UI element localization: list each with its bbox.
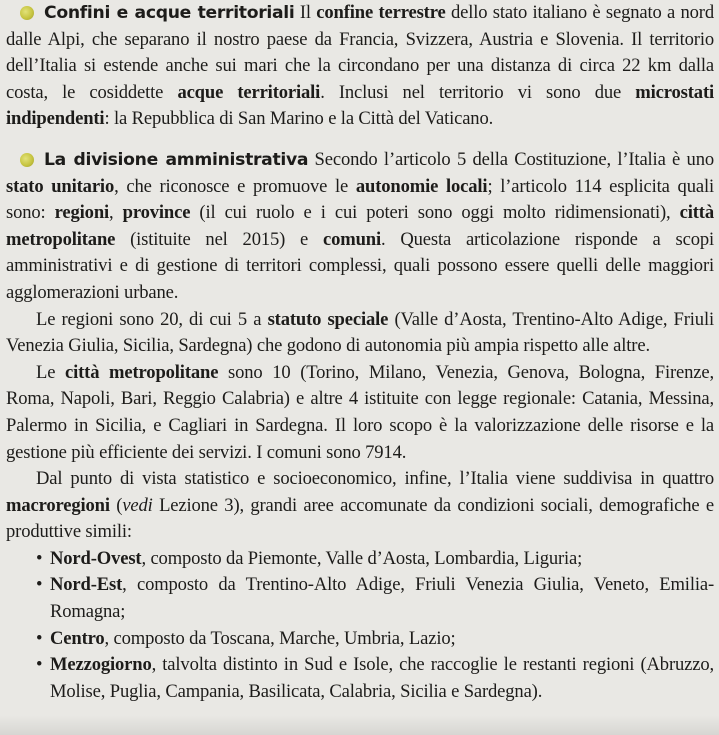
bullet-icon: •	[36, 574, 43, 596]
paragraph-macroregioni: Dal punto di vista statistico e socioeconomico, infine, l’Italia viene suddivisa in quattro macroregioni (vedi Lezione 3), grandi aree accomunate da condizioni sociali, demografiche e produttive simili:	[6, 468, 715, 543]
section-confini	[6, 0, 714, 133]
paragraph-citta-metropolitane: Le città metropolitane sono 10 (Torino, Milano, Venezia, Genova, Bologna, Firenze, Roma, Napoli, Bari, Reggio Calabria) e altre 4 istituite con legge regionale: Catania, Messina, Palermo in Sicilia, e Cagliari in Sardegna. Il loro scopo è la valorizzazione delle risorse e la gestione più efficiente dei servizi. I comuni sono 7914.	[6, 361, 714, 463]
bullet-icon: •	[36, 654, 43, 676]
paragraph-divisione: La divisione amministrativa Secondo l’articolo 5 della Costituzione, l’Italia è uno stato unitario, che riconosce e promuove le autonomie locali; l’articolo 114 esplicita quali sono: regioni, province (il cui ruolo e i cui poteri sono oggi molto ridimensionati), città metropolitane (istituite nel 2015) e comuni. Questa articolazione risponde a scopi amministrativi e di gestione di territori complessi, quali possono essere quelli delle maggiori agglomerazioni urbane.	[6, 148, 714, 303]
list-item: • Centro, composto da Toscana, Marche, Umbria, Lazio;	[6, 626, 714, 653]
section-gap	[6, 133, 714, 147]
section-divisione	[6, 147, 714, 705]
textbook-page	[6, 0, 714, 705]
paragraph-confini: Confini e acque territoriali Il confine terrestre dello stato italiano è segnato a nord dalle Alpi, che separano il nostro paese da Francia, Svizzera, Austria e Slovenia. Il territorio dell’Italia si estende anche sui mari che la circondano per una distanza di circa 22 km dalla costa, le cosiddette acque territoriali. Inclusi nel territorio vi sono due microstati indipendenti: la Repubblica di San Marino e la Città del Vaticano.	[6, 2, 715, 130]
section-bullet-icon	[20, 6, 34, 20]
page-shadow	[0, 715, 719, 735]
list-item: • Nord-Ovest, composto da Piemonte, Valle d’Aosta, Lombardia, Liguria;	[6, 546, 714, 573]
section-bullet-icon	[20, 153, 34, 167]
section-title: La divisione amministrativa	[44, 149, 309, 170]
list-item: • Nord-Est, composto da Trentino-Alto Adige, Friuli Venezia Giulia, Veneto, Emilia-Romagna;	[36, 574, 714, 623]
section-title: Confini e acque territoriali	[44, 3, 295, 23]
list-item: • Mezzogiorno, talvolta distinto in Sud e Isole, che raccoglie le restanti regioni (Abruzzo, Molise, Puglia, Campania, Basilicata, Calabria, Sicilia e Sardegna).	[36, 654, 714, 702]
bullet-icon: •	[36, 627, 43, 649]
paragraph-regioni: Le regioni sono 20, di cui 5 a statuto speciale (Valle d’Aosta, Trentino-Alto Adige, Friuli Venezia Giulia, Sicilia, Sardegna) che godono di autonomia più ampia rispetto alle altre.	[6, 308, 714, 357]
macroregioni-list	[6, 546, 714, 706]
bullet-icon: •	[36, 547, 43, 569]
